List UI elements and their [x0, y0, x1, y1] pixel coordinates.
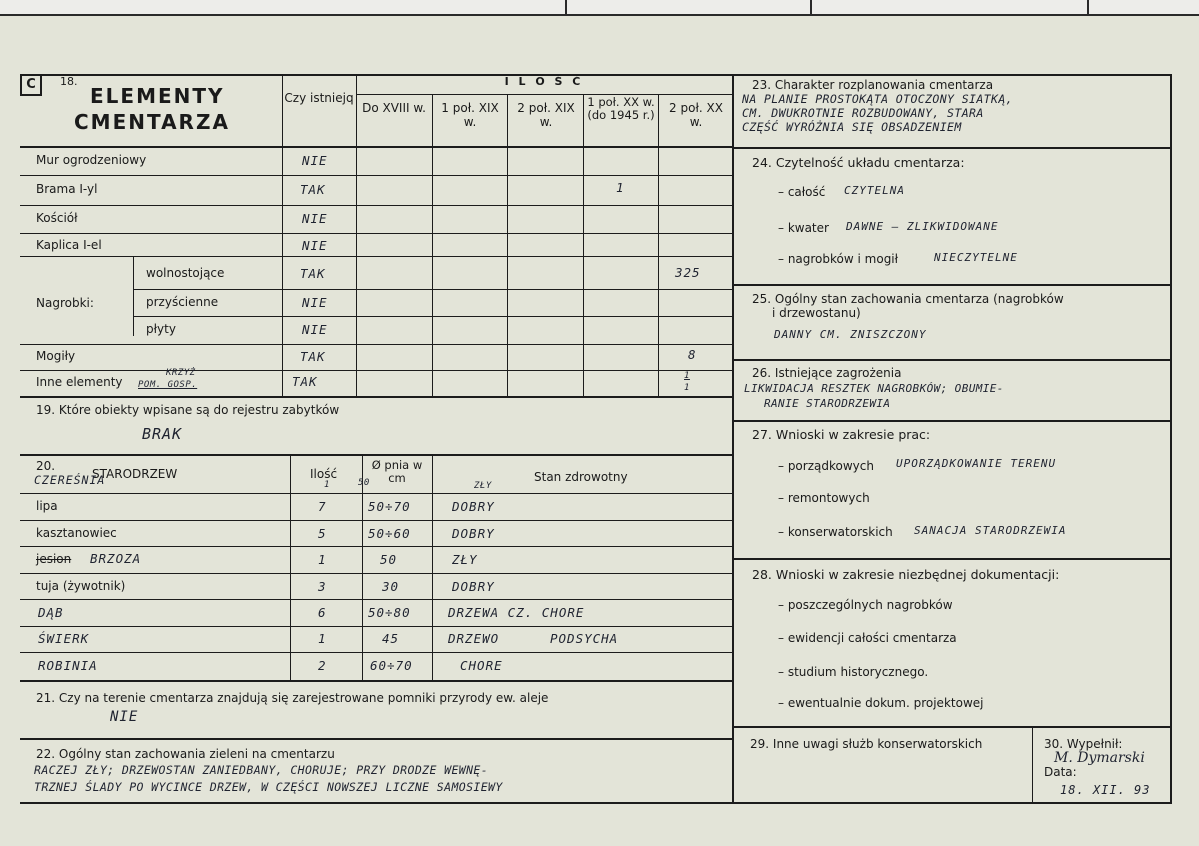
s26-line-1: LIKWIDACJA RESZTEK NAGROBKÓW; OBUMIE-	[744, 382, 1004, 395]
tree-state-2: DOBRY	[452, 526, 495, 541]
row-value-wolnostojace-count: 325	[675, 265, 701, 280]
row-value-kosciol: NIE	[302, 211, 328, 226]
s27-item-3-value: SANACJA STARODRZEWIA	[914, 524, 1067, 537]
grid-line	[133, 256, 134, 336]
tree-dia-2: 50÷60	[368, 526, 411, 541]
frame-right	[1170, 74, 1172, 804]
tree-name-3-struck: jesion	[36, 552, 72, 566]
grid-line	[356, 94, 732, 95]
grid-line	[432, 94, 433, 396]
row-inne-hw-2: POM. GOSP.	[138, 380, 198, 390]
tree-dia-3: 50	[380, 552, 398, 567]
s22-line-2: TRZNEJ ŚLADY PO WYCINCE DRZEW, W CZĘŚCI NOWSZEJ LICZNE SAMOSIEWY	[34, 780, 503, 794]
s30-date: 18. XII. 93	[1060, 783, 1151, 797]
grid-line	[20, 256, 732, 257]
top-card-edge	[0, 0, 1199, 16]
grid-line	[20, 205, 732, 206]
grid-line	[732, 359, 1172, 361]
s28-item-4: – ewentualnie dokum. projektowej	[778, 696, 984, 710]
tree-dia-4: 30	[382, 579, 400, 594]
grid-line	[20, 546, 732, 547]
grid-line	[20, 652, 732, 653]
row-value-brama: TAK	[300, 182, 326, 197]
s21-value: NIE	[110, 709, 139, 725]
grid-line	[1032, 726, 1033, 804]
s27-item-3-label: – konserwatorskich	[778, 525, 893, 539]
s24-item-3-value: NIECZYTELNE	[934, 251, 1018, 264]
s25-label-1: 25. Ogólny stan zachowania cmentarza (nagrobków	[752, 292, 1064, 306]
tree-name-1: lipa	[36, 499, 58, 513]
period-header-2: 1 poł. XIX w.	[441, 101, 499, 129]
tree-state-3: ZŁY	[452, 552, 478, 567]
row-value-inne-count-2: 1	[684, 383, 690, 393]
grid-line	[20, 396, 732, 398]
s23-line-1: NA PLANIE PROSTOKĄTA OTOCZONY SIATKĄ,	[742, 92, 1013, 106]
grid-line	[507, 94, 508, 396]
tree-qty-2: 5	[318, 526, 327, 541]
grid-line	[133, 289, 732, 290]
grid-line	[20, 493, 732, 494]
tree-dia-5: 50÷80	[368, 605, 411, 620]
row-value-wolnostojace: TAK	[300, 266, 326, 281]
row-label-plyty: płyty	[146, 322, 176, 336]
row-value-mogily-count: 8	[688, 347, 697, 362]
s28-item-2: – ewidencji całości cmentarza	[778, 631, 957, 645]
row-label-nagrobki: Nagrobki:	[36, 296, 94, 310]
row-label-kaplica: Kaplica I-el	[36, 238, 102, 252]
grid-line	[20, 175, 732, 176]
row-label-przyscienne: przyścienne	[146, 295, 219, 309]
grid-line	[20, 233, 732, 234]
s20-hw-name: CZEREŚNIA	[34, 473, 106, 487]
s30-date-label: Data:	[1044, 765, 1077, 779]
s21-label: 21. Czy na terenie cmentarza znajdują się zarejestrowane pomniki przyrody ew. aleje	[36, 691, 549, 705]
grid-line	[732, 147, 1172, 149]
grid-line	[732, 558, 1172, 560]
row-value-mogily: TAK	[300, 349, 326, 364]
s20-col-pnia: Ø pnia w cm	[371, 458, 423, 486]
s24-item-1-label: – całość	[778, 185, 826, 199]
tree-qty-3: 1	[318, 552, 327, 567]
tree-name-6: ŚWIERK	[38, 631, 90, 646]
row-label-inne: Inne elementy	[36, 375, 123, 389]
s24-item-3-label: – nagrobków i mogił	[778, 252, 899, 266]
s29-label: 29. Inne uwagi służb konserwatorskich	[750, 737, 983, 751]
row-value-przyscienne: NIE	[302, 295, 328, 310]
tree-name-7: ROBINIA	[38, 658, 98, 673]
edge-divider	[1087, 0, 1089, 14]
row-label-mur: Mur ogrodzeniowy	[36, 153, 147, 167]
grid-line	[20, 344, 732, 345]
edge-divider	[565, 0, 567, 14]
period-header-3: 2 poł. XIX w.	[517, 101, 575, 129]
grid-line	[20, 454, 732, 456]
s20-col-ilosc: Ilość	[310, 467, 338, 481]
tree-state-4: DOBRY	[452, 579, 495, 594]
tree-name-3-hw: BRZOZA	[90, 551, 142, 566]
grid-line	[732, 726, 1172, 728]
s27-item-1-label: – porządkowych	[778, 459, 874, 473]
s25-value: DANNY CM. ZNISZCZONY	[774, 328, 927, 341]
row-label-brama: Brama I-yl	[36, 182, 98, 196]
form-sheet	[20, 74, 1172, 804]
s27-item-1-value: UPORZĄDKOWANIE TERENU	[896, 457, 1057, 470]
s25-label-2: i drzewostanu)	[772, 306, 861, 320]
grid-line	[20, 146, 732, 148]
center-divider	[732, 74, 734, 804]
s23-label: 23. Charakter rozplanowania cmentarza	[752, 78, 994, 92]
grid-line	[732, 284, 1172, 286]
grid-line	[20, 680, 732, 682]
s19-label: 19. Które obiekty wpisane są do rejestru zabytków	[36, 403, 340, 417]
grid-line	[20, 599, 732, 600]
row-inne-hw-1: KRZYŻ	[166, 368, 196, 378]
tree-qty-4: 3	[318, 579, 327, 594]
tree-state-5: DRZEWA CZ. CHORE	[448, 605, 585, 620]
s27-label: 27. Wnioski w zakresie prac:	[752, 427, 931, 442]
col-ilosc-header: I L O Ś Ć	[504, 75, 584, 88]
period-header-4: 1 poł. XX w. (do 1945 r.)	[587, 95, 655, 123]
grid-line	[133, 316, 732, 317]
col-czy-header: Czy istniejq	[284, 91, 354, 105]
tree-dia-6: 45	[382, 631, 400, 646]
s27-item-2-label: – remontowych	[778, 491, 870, 505]
grid-line	[290, 454, 291, 680]
s20-hw-state: ZŁY	[474, 481, 492, 491]
row-label-wolnostojace: wolnostojące	[146, 266, 225, 280]
period-header-1: Do XVIII w.	[362, 101, 426, 115]
s22-line-1: RACZEJ ZŁY; DRZEWOSTAN ZANIEDBANY, CHORUJE; PRZY DRODZE WEWNĘ-	[34, 763, 489, 777]
s30-signature: M. Dymarski	[1054, 750, 1145, 766]
tree-qty-7: 2	[318, 658, 327, 673]
grid-line	[583, 94, 584, 396]
tree-qty-6: 1	[318, 631, 327, 646]
s24-label: 24. Czytelność układu cmentarza:	[752, 155, 965, 170]
row-label-kosciol: Kościół	[36, 211, 78, 225]
s20-label: STARODRZEW	[92, 467, 178, 481]
section-letter-box: C	[20, 74, 42, 96]
grid-line	[732, 420, 1172, 422]
grid-line	[20, 626, 732, 627]
tree-state-1: DOBRY	[452, 499, 495, 514]
s23-line-2: CM. DWUKROTNIE ROZBUDOWANY, STARA	[742, 106, 984, 120]
s20-hw-qty: 1	[324, 480, 330, 490]
tree-name-2: kasztanowiec	[36, 526, 117, 540]
tree-dia-7: 60÷70	[370, 658, 413, 673]
s26-label: 26. Istniejące zagrożenia	[752, 366, 902, 380]
section-18-title-2: CMENTARZA	[74, 110, 230, 134]
s19-value: BRAK	[142, 425, 183, 443]
s26-line-2: RANIE STARODRZEWIA	[764, 397, 891, 410]
tree-state-6b: PODSYCHA	[550, 631, 619, 646]
grid-line	[20, 370, 732, 371]
s24-item-1-value: CZYTELNA	[844, 184, 905, 197]
frame-bottom	[20, 802, 1172, 804]
s28-label: 28. Wnioski w zakresie niezbędnej dokumentacji:	[752, 567, 1060, 582]
section-18-title-1: ELEMENTY	[90, 84, 225, 108]
tree-name-5: DĄB	[38, 605, 64, 620]
section-18-number: 18.	[60, 75, 78, 88]
s22-label: 22. Ogólny stan zachowania zieleni na cmentarzu	[36, 747, 335, 761]
row-value-brama-count: 1	[616, 180, 625, 195]
grid-line	[282, 74, 283, 396]
period-header-5: 2 poł. XX w.	[669, 101, 723, 129]
row-value-mur: NIE	[302, 153, 328, 168]
grid-line	[20, 520, 732, 521]
tree-qty-1: 7	[318, 499, 327, 514]
grid-line	[356, 74, 357, 396]
s20-number: 20.	[36, 459, 56, 473]
tree-state-6: DRZEWO	[448, 631, 500, 646]
row-value-plyty: NIE	[302, 322, 328, 337]
s30-label: 30. Wypełnił:	[1044, 737, 1123, 751]
tree-qty-5: 6	[318, 605, 327, 620]
tree-state-7: CHORE	[460, 658, 503, 673]
s23-line-3: CZĘŚĆ WYRÓŻNIA SIĘ OBSADZENIEM	[742, 120, 962, 134]
row-value-inne-count-1: 1	[684, 371, 690, 381]
tree-name-4: tuja (żywotnik)	[36, 579, 126, 593]
s20-hw-dia: 50	[358, 478, 370, 488]
edge-divider	[810, 0, 812, 14]
s24-item-2-value: DAWNE – ZLIKWIDOWANE	[846, 220, 999, 233]
s28-item-1: – poszczególnych nagrobków	[778, 598, 953, 612]
row-value-kaplica: NIE	[302, 238, 328, 253]
grid-line	[658, 94, 659, 396]
tree-dia-1: 50÷70	[368, 499, 411, 514]
s24-item-2-label: – kwater	[778, 221, 829, 235]
row-value-inne: TAK	[292, 374, 318, 389]
grid-line	[20, 573, 732, 574]
grid-line	[432, 454, 433, 680]
grid-line	[20, 738, 732, 740]
row-label-mogily: Mogiły	[36, 349, 76, 363]
s28-item-3: – studium historycznego.	[778, 665, 929, 679]
s20-col-stan: Stan zdrowotny	[534, 470, 628, 484]
